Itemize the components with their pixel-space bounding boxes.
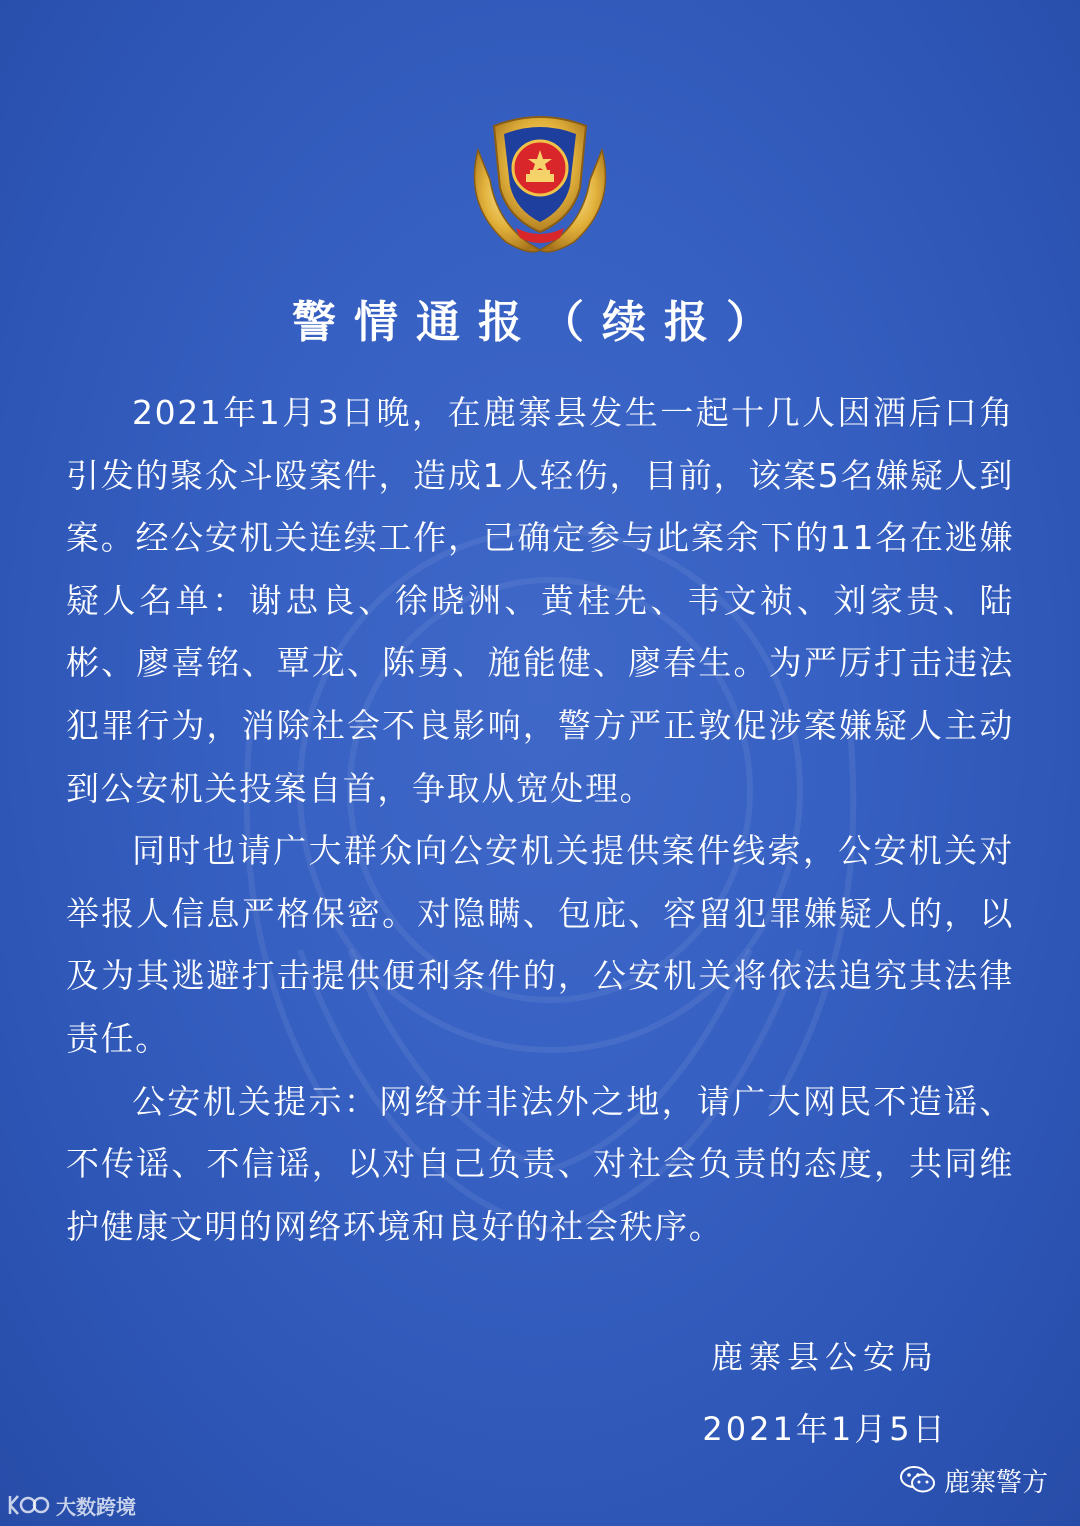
- notice-body: [66, 382, 1014, 1258]
- issue-date: 2021年1月5日: [702, 1410, 948, 1448]
- notice-paragraph: 2021年1月3日晚，在鹿寨县发生一起十几人因酒后口角引发的聚众斗殴案件，造成1人轻伤，目前，该案5名嫌疑人到案。经公安机关连续工作，已确定参与此案余下的11名在逃嫌疑人名单：谢忠良、徐晓洲、黄桂先、韦文祯、刘家贵、陆彬、廖喜铭、覃龙、陈勇、施能健、廖春生。为严厉打击违法犯罪行为，消除社会不良影响，警方严正敦促涉案嫌疑人主动到公安机关投案自首，争取从宽处理。: [66, 393, 1014, 808]
- page-title: 警情通报（续报）: [292, 297, 788, 348]
- notice-paragraph: 公安机关提示：网络并非法外之地，请广大网民不造谣、不传谣、不信谣，以对自己负责、对社会负责的态度，共同维护健康文明的网络环境和良好的社会秩序。: [66, 1081, 1014, 1246]
- source-name: 大数跨境: [56, 1494, 136, 1519]
- police-emblem-icon: [460, 110, 620, 258]
- issuer-name: 鹿寨县公安局: [710, 1338, 939, 1376]
- notice-paragraph: 同时也请广大群众向公安机关提供案件线索，公安机关对举报人信息严格保密。对隐瞒、包庇、容留犯罪嫌疑人的，以及为其逃避打击提供便利条件的，公安机关将依法追究其法律责任。: [66, 831, 1014, 1058]
- source-watermark: [6, 1488, 136, 1522]
- wechat-account-name: 鹿寨警方: [944, 1467, 1049, 1498]
- wechat-icon: [900, 1465, 936, 1495]
- wechat-watermark: [900, 1455, 1048, 1505]
- source-logo-icon: [6, 1492, 50, 1518]
